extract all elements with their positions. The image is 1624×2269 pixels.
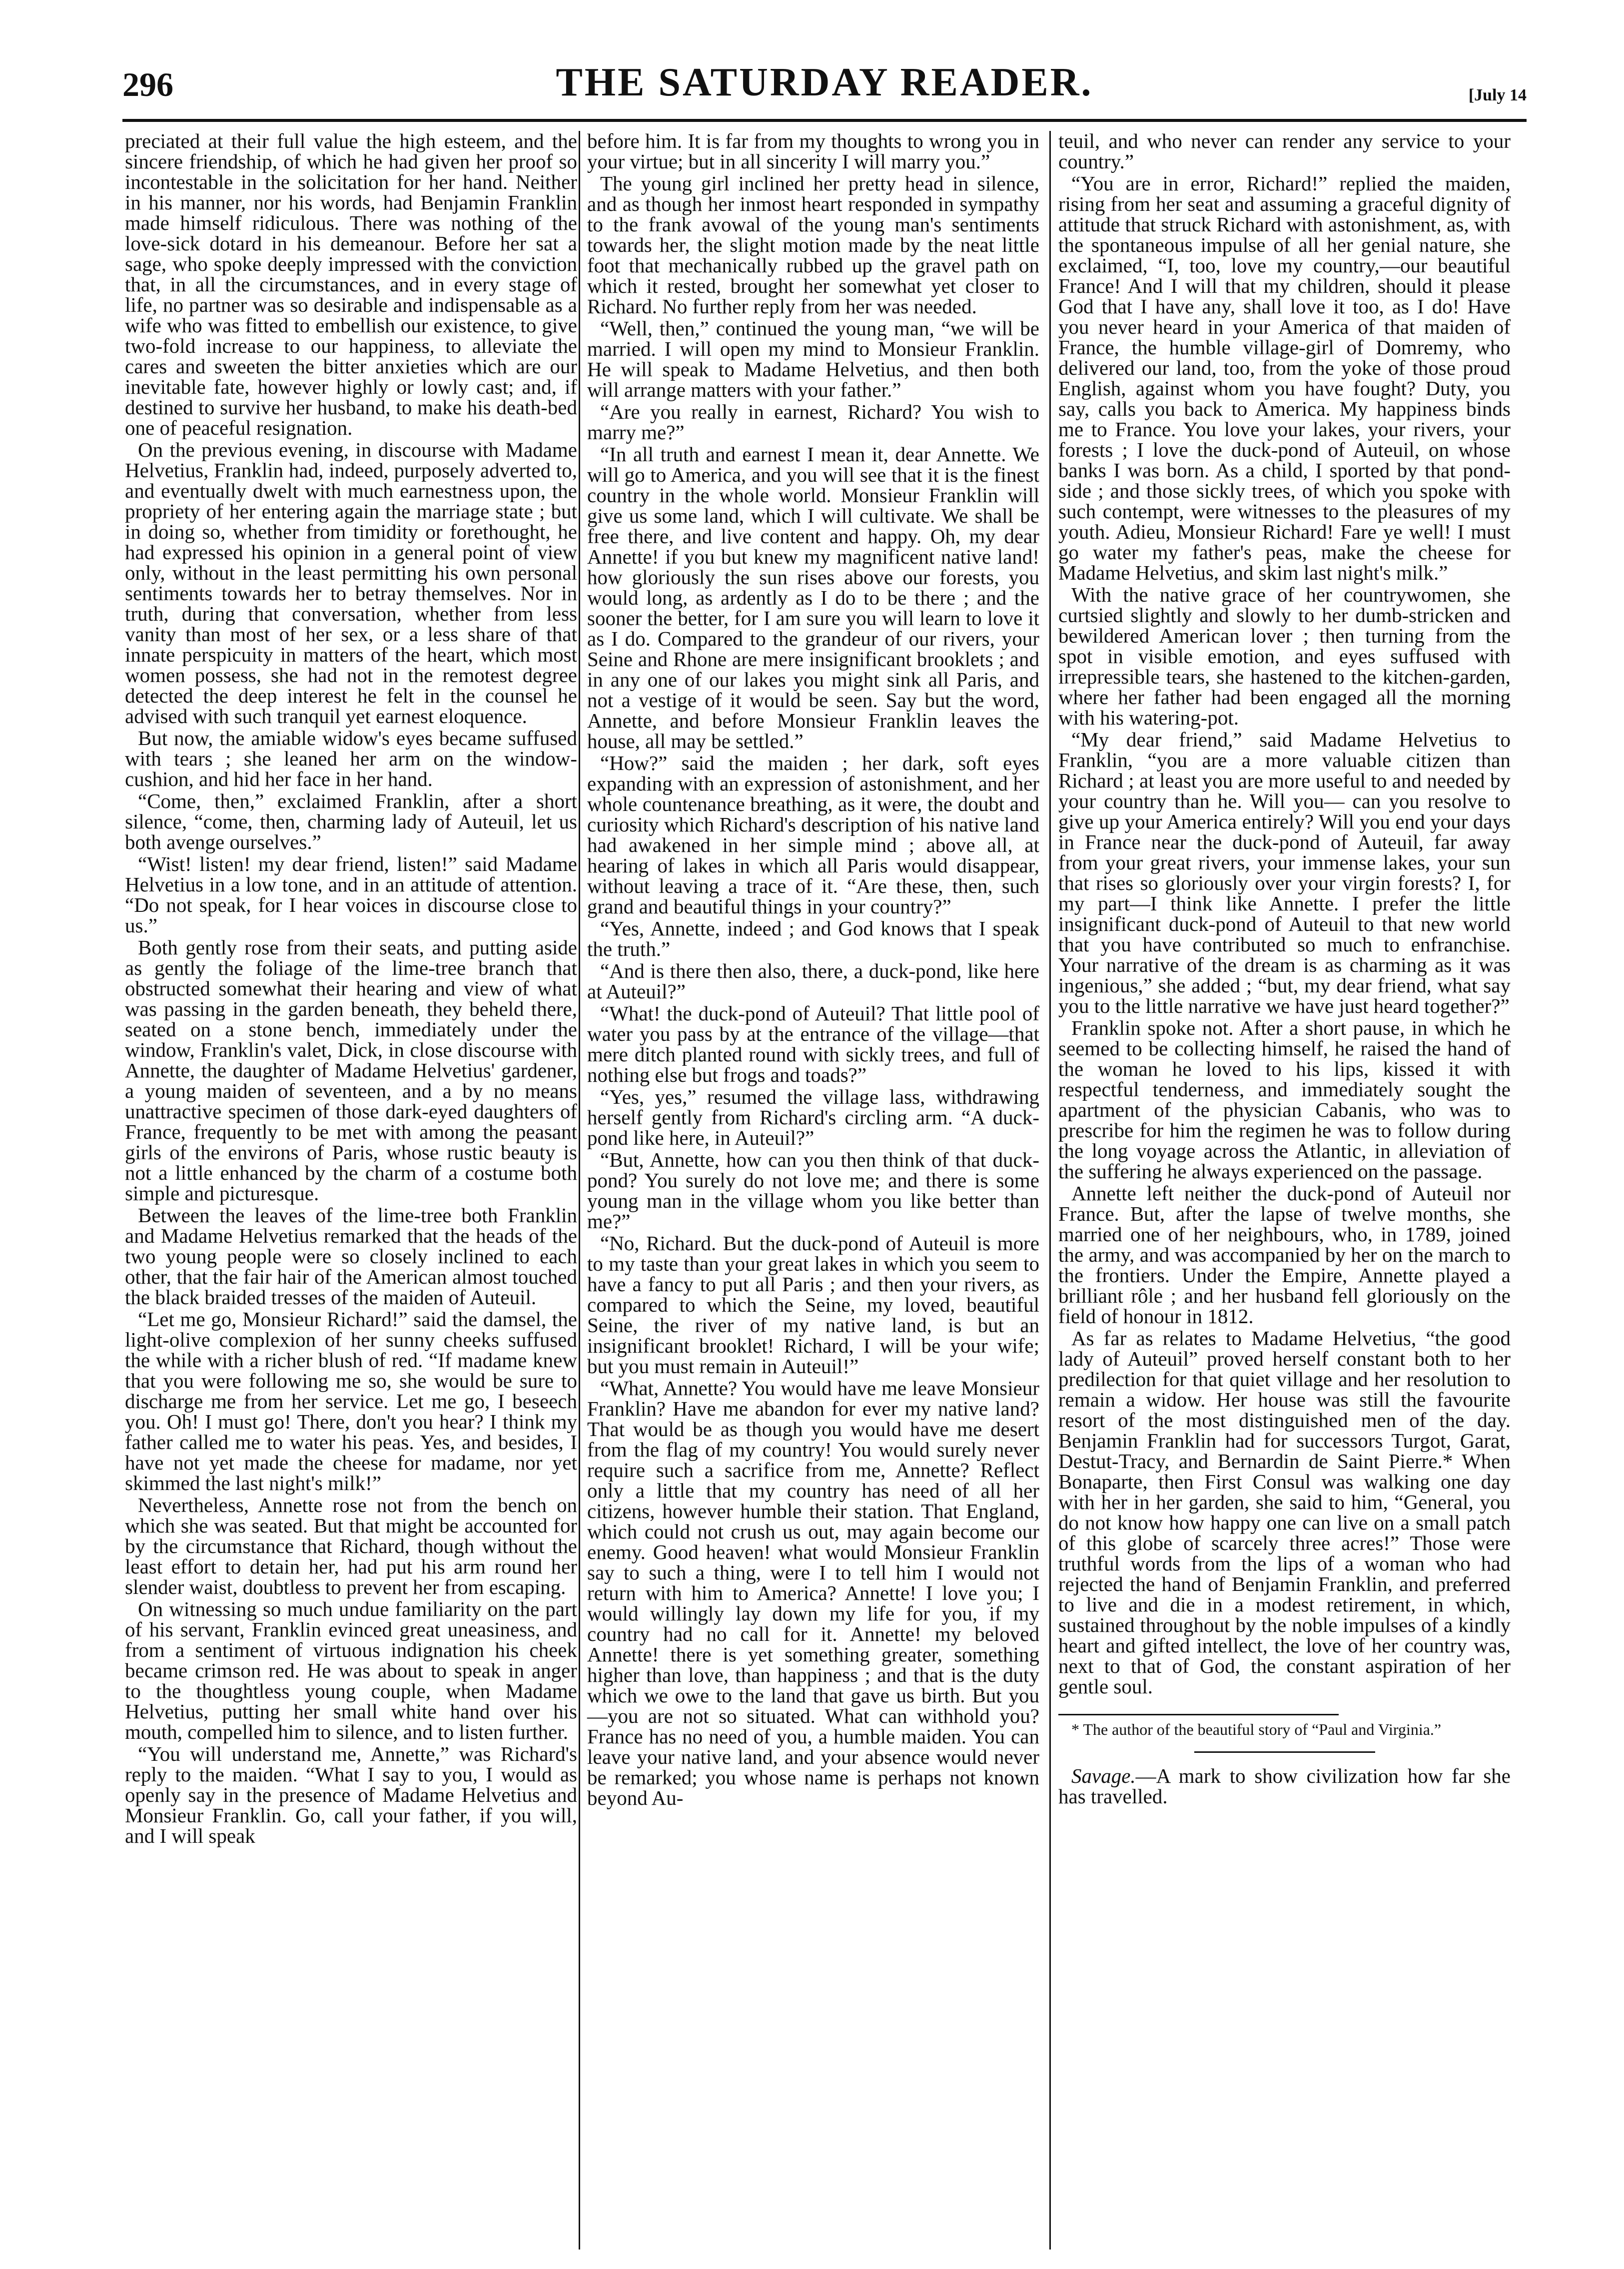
savage-definition: —A mark to show civilization how far she has travelled.: [1058, 1764, 1511, 1808]
page-number: 296: [122, 65, 173, 103]
paragraph: “What! the duck-pond of Auteuil? That little pool of water you pass by at the entrance of the village—that mere ditch planted round with sickly trees, and full of nothing else but frogs and toads?”: [587, 1002, 1039, 1086]
paragraph: But now, the amiable widow's eyes became suffused with tears ; she leaned her arm on the window-cushion, and hid her face in her hand.: [125, 727, 577, 790]
paragraph: “You will understand me, Annette,” was Richard's reply to the maiden. “What I say to you, I would as openly say in the presence of Madame Helvetius and Monsieur Franklin. Go, call your father, if you will, and I will speak: [125, 1742, 577, 1847]
paragraph: Both gently rose from their seats, and putting aside as gently the foliage of the lime-tree branch that obstructed somewhat their hearing and view of what was passing in the garden beneath, they beheld there, seated on a stone bench, immediately under the window, Franklin's valet, Dick, in close discourse with Annette, the daughter of Madame Helvetius' gardener, a young maiden of seventeen, and a by no means unattractive specimen of those dark-eyed daughters of France, frequently to be met with among the peasant girls of the environs of Paris, whose rustic beauty is not a little enhanced by the charm of a costume both simple and picturesque.: [125, 936, 577, 1205]
paragraph: preciated at their full value the high esteem, and the sincere friendship, of which he had given her proof so incontestable in the solicitation for her hand. Neither in his manner, nor his words, had Benjamin Franklin made himself ridiculous. There was nothing of the love-sick dotard in his demeanour. Before her sat a sage, who spoke deeply impressed with the conviction that, in all the circumstances, and in every stage of life, no partner was so desirable and indispensable as a wife who was fitted to embellish our existence, to give two-fold increase to our happiness, to alleviate the cares and sweeten the bitter anxieties which are our inevitable fate, however highly or lowly cast; and, if destined to survive her husband, to make his death-bed one of peaceful resignation.: [125, 129, 577, 439]
paragraph: “My dear friend,” said Madame Helvetius to Franklin, “you are a more valuable citizen than Richard ; at least you are more useful to and needed by your country than he. Will you— can you resolve to give up your America entirely? Will you end your days in France near the duck-pond of Auteuil, far away from your great rivers, your immense lakes, your sun that rises so gloriously over your virgin forests? I, for my part—I think like Annette. I prefer the little insignificant duck-pond of Auteuil to that new world that you have contributed so much to enfranchise. Your narrative of the dream is as charming as it was ingenious,” she added ; “but, my dear friend, what say you to the little narrative we have just heard together?”: [1058, 728, 1511, 1017]
paragraph: teuil, and who never can render any service to your country.”: [1058, 129, 1511, 173]
paragraph: “And is there then also, there, a duck-pond, like here at Auteuil?”: [587, 959, 1039, 1003]
paragraph: “Well, then,” continued the young man, “we will be married. I will open my mind to Monsieur Franklin. He will speak to Madame Helvetius, and then both will arrange matters with your father.”: [587, 317, 1039, 401]
section-rule: [1194, 1751, 1375, 1753]
column-2: [587, 131, 1039, 1810]
paragraph: The young girl inclined her pretty head in silence, and as though her inmost heart responded in sympathy to the frank avowal of the young man's sentiments towards her, the slight motion made by the neat little foot that mechanically rubbed up the gravel path on which it rested, brought her somewhat yet closer to Richard. No further reply from her was needed.: [587, 172, 1039, 318]
paragraph: “But, Annette, how can you then think of that duck-pond? You surely do not love me; and there is some young man in the village whom you like better than me?”: [587, 1148, 1039, 1233]
paragraph: “Are you really in earnest, Richard? You wish to marry me?”: [587, 400, 1039, 444]
header-rule: [122, 119, 1527, 122]
paragraph: “In all truth and earnest I mean it, dear Annette. We will go to America, and you will see that it is the finest country in the whole world. Monsieur Franklin will give us some land, which I will cultivate. We shall be free there, and live content and happy. Oh, my dear Annette! if you but knew my magnificent native land! how gloriously the sun rises above our forests, you would long, as ardently as I do to be there ; and the sooner the better, for I am sure you will learn to love it as I do. Compared to the grandeur of our rivers, your Seine and Rhone are mere insignificant brooklets ; and in any one of our lakes you might sink all Paris, and not a vestige of it would be seen. Say but the word, Annette, and before Monsieur Franklin leaves the house, all may be settled.”: [587, 443, 1039, 753]
paragraph: “Yes, yes,” resumed the village lass, withdrawing herself gently from Richard's circling arm. “A duck-pond like here, in Auteuil?”: [587, 1085, 1039, 1149]
column-divider: [1049, 131, 1051, 2250]
paragraph: Between the leaves of the lime-tree both Franklin and Madame Helvetius remarked that the heads of the two young people were so closely inclined to each other, that the fair hair of the American almost touched the black braided tresses of the maiden of Auteuil.: [125, 1204, 577, 1309]
paper-title: THE SATURDAY READER.: [556, 60, 1093, 104]
paragraph: “No, Richard. But the duck-pond of Auteuil is more to my taste than your great lakes in which you seem to have a fancy to put all Paris ; and then your rivers, as compared to which the Seine, my loved, beautiful Seine, the river of my native land, is but an insignificant brooklet! Richard, I will be your wife; but you must remain in Auteuil!”: [587, 1232, 1039, 1378]
paragraph: As far as relates to Madame Helvetius, “the good lady of Auteuil” proved herself constant both to her predilection for that quiet village and her resolution to remain a widow. Her house was still the favourite resort of the most distinguished men of the day. Benjamin Franklin had for successors Turgot, Garat, Destut-Tracy, and Bernardin de Saint Pierre.* When Bonaparte, then First Consul was walking one day with her in her garden, she said to him, “General, you do not know how happy one can live on a small patch of this globe of scarcely three acres!” Those were truthful words from the lips of a woman who had rejected the hand of Benjamin Franklin, and preferred to live and die in a modest retirement, in which, sustained throughout by the noble impulses of a kindly heart and gifted intellect, the love of her country was, next to that of God, the constant aspiration of her gentle soul.: [1058, 1327, 1511, 1698]
footnote-rule: [1058, 1714, 1339, 1715]
paragraph: “You are in error, Richard!” replied the maiden, rising from her seat and assuming a graceful dignity of attitude that struck Richard with astonishment, as, with the spontaneous impulse of all her genial nature, she exclaimed, “I, too, love my country,—our beautiful France! And I will that my children, should it please God that I have any, shall love it too, as I do! Have you never heard in your America of that maiden of France, the humble village-girl of Domremy, who delivered our land, too, from the yoke of those proud English, against whom you have fought? Duty, you say, calls you back to America. My happiness binds me to France. You love your lakes, your rivers, your forests ; I love the duck-pond of Auteuil, on whose banks I was born. As a child, I sported by that pond-side ; and those sickly trees, of which you spoke with such contempt, were witnesses to the pleasures of my youth. Adieu, Monsieur Richard! Fare ye well! I must go water my father's peas, make the cheese for Madame Helvetius, and skim last night's milk.”: [1058, 172, 1511, 584]
column-1: [125, 131, 577, 1848]
paragraph: “Wist! listen! my dear friend, listen!” said Madame Helvetius in a low tone, and in an attitude of attention. “Do not speak, for I hear voices in discourse close to us.”: [125, 852, 577, 937]
paragraph: On the previous evening, in discourse with Madame Helvetius, Franklin had, indeed, purposely adverted to, and eventually dwelt with much earnestness upon, the propriety of her entering again the marriage state ; but in doing so, whether from timidity or forethought, he had expressed his opinion in a general point of view only, without in the least permitting his own personal sentiments towards her to betray themselves. Nor in truth, during that conversation, whether from less vanity than most of her sex, or a less share of that innate perspicuity in matters of the heart, which most women possess, she had not in the remotest degree detected the deep interest he felt in the counsel he advised with such tranquil yet earnest eloquence.: [125, 438, 577, 728]
masthead: [122, 60, 1527, 120]
paragraph: On witnessing so much undue familiarity on the part of his servant, Franklin evinced great uneasiness, and from a sentiment of virtuous indignation his cheek became crimson red. He was about to speak in anger to the thoughtless young couple, when Madame Helvetius, putting her small white hand over his mouth, compelled him to silence, and to listen further.: [125, 1597, 577, 1743]
paragraph: Nevertheless, Annette rose not from the bench on which she was seated. But that might be accounted for by the circumstance that Richard, though without the least effort to detain her, had put his arm round her slender waist, doubtless to prevent her from escaping.: [125, 1494, 577, 1598]
paragraph: Annette left neither the duck-pond of Auteuil nor France. But, after the lapse of twelve months, she married one of her neighbours, who, in 1789, joined the army, and was accompanied by her on the march to the frontiers. Under the Empire, Annette played a brilliant rôle ; and her husband fell gloriously on the field of honour in 1812.: [1058, 1182, 1511, 1328]
column-divider: [579, 131, 580, 2250]
savage-paragraph: [1058, 1766, 1511, 1807]
column-3: [1058, 131, 1511, 1808]
paragraph: “How?” said the maiden ; her dark, soft eyes expanding with an expression of astonishment, and her whole countenance breathing, as it were, the doubt and curiosity which Richard's description of his native land had awakened in her simple mind ; above all, at hearing of lakes in which all Paris would disappear, without leaving a trace of it. “Are these, then, such grand and beautiful things in your country?”: [587, 752, 1039, 918]
issue-date: [July 14: [1468, 86, 1527, 104]
paragraph: before him. It is far from my thoughts to wrong you in your virtue; but in all sincerity I will marry you.”: [587, 129, 1039, 173]
savage-term: Savage.: [1071, 1764, 1136, 1787]
paragraph: “What, Annette? You would have me leave Monsieur Franklin? Have me abandon for ever my native land? That would be as though you would have me desert from the flag of my country! You would surely never require such a sacrifice from me, Annette? Reflect only a little that my country has need of all her citizens, however humble their station. That England, which could not crush us out, may again become our enemy. Good heaven! what would Monsieur Franklin say to such a thing, were I to tell him I would not return with him to America? Annette! I love you; I would willingly lay down my life for you, if my country had no call for it. Annette! my beloved Annette! there is yet something greater, something higher than love, than happiness ; and that is the duty which we owe to the land that gave us birth. But you —you are not so situated. What can withhold you? France has no need of you, a humble maiden. You can leave your native land, and your absence would never be remarked; you whose name is perhaps not known beyond Au-: [587, 1377, 1039, 1809]
paragraph: “Yes, Annette, indeed ; and God knows that I speak the truth.”: [587, 917, 1039, 960]
paragraph: “Come, then,” exclaimed Franklin, after a short silence, “come, then, charming lady of Auteuil, let us both avenge ourselves.”: [125, 789, 577, 853]
paragraph: With the native grace of her countrywomen, she curtsied slightly and slowly to her dumb-stricken and bewildered American lover ; then turning from the spot in visible emotion, and eyes suffused with irrepressible tears, she hastened to the kitchen-garden, where her father had been engaged all the morning with his watering-pot.: [1058, 583, 1511, 729]
paragraph: Franklin spoke not. After a short pause, in which he seemed to be collecting himself, he raised the hand of the woman he loved to his lips, kissed it with respectful tenderness, and immediately sought the apartment of the physician Cabanis, who was to prescribe for him the regimen he was to follow during the long voyage across the Atlantic, in alleviation of the suffering he always experienced on the passage.: [1058, 1016, 1511, 1183]
footnote: * The author of the beautiful story of “Paul and Virginia.”: [1071, 1720, 1442, 1738]
paragraph: “Let me go, Monsieur Richard!” said the damsel, the light-olive complexion of her sunny cheeks suffused the while with a richer blush of red. “If madame knew that you were following me so, she would be sure to discharge me from her service. Let me go, I beseech you. Oh! I must go! There, don't you hear? I think my father called me to water his peas. Yes, and besides, I have not yet made the cheese for madame, nor yet skimmed the last night's milk!”: [125, 1308, 577, 1495]
